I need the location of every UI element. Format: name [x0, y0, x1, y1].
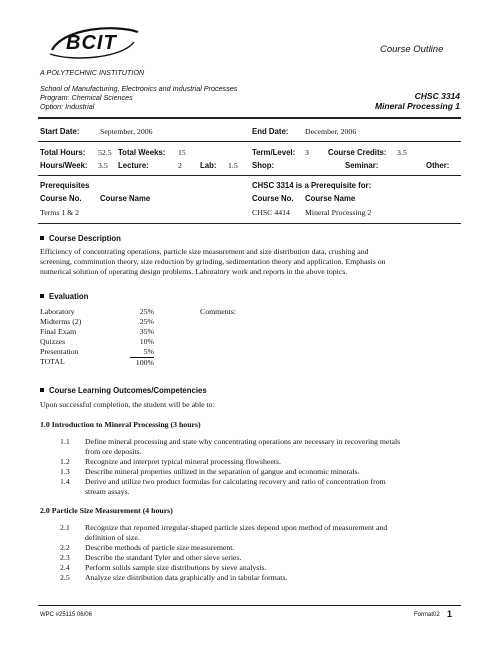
outcomes-heading: Course Learning Outcomes/Competencies — [49, 386, 207, 395]
outcome-text — [85, 437, 400, 457]
outcome-num: 2.5 — [60, 573, 70, 582]
prereq-col-name: Course Name — [100, 194, 151, 203]
outcome-num: 1.4 — [60, 477, 70, 486]
evaluation-heading-row — [40, 292, 88, 301]
evaluation-item-label: Laboratory — [40, 307, 75, 316]
evaluation-heading: Evaluation — [49, 292, 89, 301]
outcome-line: Perform solids sample size distributions by sieve analysis. — [85, 563, 267, 572]
for-col-name: Course Name — [305, 194, 356, 203]
outcome-line: from ore deposits. — [85, 447, 142, 456]
total-weeks-label: Total Weeks: — [118, 148, 166, 157]
outcome-text — [85, 523, 387, 543]
tagline: A POLYTECHNIC INSTITUTION — [40, 68, 145, 77]
start-date-value: September, 2006 — [100, 127, 153, 136]
start-date-label: Start Date: — [40, 127, 80, 136]
outcome-text — [85, 477, 386, 497]
evaluation-item-value: 25% — [139, 317, 154, 326]
description-line: numerical solution of operating design problems. Laboratory work and reports in the above topics. — [40, 267, 348, 276]
dates-rule — [38, 141, 461, 142]
outcome-num: 1.1 — [60, 437, 70, 446]
outcome-line: stream assays. — [85, 487, 130, 496]
hours-week-value: 3.5 — [98, 161, 108, 170]
evaluation-item-label: Presentation — [40, 347, 79, 356]
option: Option: Industrial — [40, 102, 95, 111]
seminar-label: Seminar: — [345, 161, 379, 170]
course-title: Mineral Processing 1 — [374, 101, 460, 111]
outcome-num: 2.4 — [60, 563, 70, 572]
outcome-line: Derive and utilize two product formulas for calculating recovery and ratio of concentration from — [85, 477, 386, 486]
outcome-num: 2.1 — [60, 523, 70, 532]
footer-rule — [38, 605, 461, 606]
outcome-line: definition of size. — [85, 533, 140, 542]
for-row-name: Mineral Processing 2 — [305, 208, 372, 217]
for-col-no: Course No. — [252, 194, 294, 203]
term-label: Term/Level: — [252, 148, 296, 157]
lecture-label: Lecture: — [118, 161, 149, 170]
hours-rule — [38, 175, 461, 176]
is-prereq-heading: CHSC 3314 is a Prerequisite for: — [252, 181, 372, 190]
credits-label: Course Credits: — [328, 148, 387, 157]
logo-text: BCIT — [66, 32, 117, 54]
description-line: screening, comminution theory, size reduction by grinding, sedimentation theory and application. Emphasis on — [40, 257, 386, 266]
outcome-line: Analyze size distribution data graphically and in tabular formats. — [85, 573, 288, 582]
credits-value: 3.5 — [397, 148, 407, 157]
hours-week-label: Hours/Week: — [40, 161, 88, 170]
prereq-col-no: Course No. — [40, 194, 82, 203]
start-date-row — [40, 127, 79, 136]
program: Program: Chemical Sciences — [40, 93, 133, 102]
evaluation-item-value: 5% — [130, 347, 154, 358]
footer-left: WPC #25115 06/06 — [40, 612, 92, 618]
outcome-line: Define mineral processing and state why concentrating operations are necessary in recovering metals — [85, 437, 401, 446]
footer-format: Format02 — [414, 612, 440, 618]
evaluation-values — [130, 307, 154, 368]
bullet-square-icon — [40, 236, 44, 240]
lecture-value: 2 — [178, 161, 182, 170]
section-items — [60, 437, 460, 497]
evaluation-total-value: 100% — [135, 358, 154, 367]
school: School of Manufacturing, Electronics and Industrial Processes — [40, 84, 238, 93]
bullet-square-icon — [40, 388, 44, 392]
end-date-value: December, 2006 — [305, 127, 357, 136]
outcome-line: Recognize and interpret typical mineral processing flowsheets. — [85, 457, 281, 466]
bullet-square-icon — [40, 294, 44, 298]
outcome-num: 2.2 — [60, 543, 70, 552]
end-date-label: End Date: — [252, 127, 289, 136]
prereq-heading: Prerequisites — [40, 181, 90, 190]
section-title: 2.0 Particle Size Measurement (4 hours) — [40, 506, 173, 515]
outcome-item — [60, 573, 460, 583]
course-code: CHSC 3314 — [414, 91, 460, 101]
evaluation-item-value: 10% — [139, 337, 154, 346]
evaluation-labels — [40, 307, 81, 367]
doc-type: Course Outline — [380, 44, 444, 55]
evaluation-total-label: TOTAL — [40, 357, 65, 366]
outcomes-intro: Upon successful completion, the student will be able to: — [40, 400, 215, 409]
outcome-item — [60, 543, 460, 553]
outcome-item — [60, 523, 460, 543]
section-title: 1.0 Introduction to Mineral Processing (3 hours) — [40, 420, 201, 429]
evaluation-item-label: Midterms (2) — [40, 317, 82, 326]
description-text — [40, 247, 465, 277]
outcome-item — [60, 467, 460, 477]
outcome-item — [60, 457, 460, 467]
lab-label: Lab: — [200, 161, 217, 170]
page-number: 1 — [447, 609, 453, 619]
outcome-line: Describe the standard Tyler and other sieve series. — [85, 553, 242, 562]
outcome-num: 2.3 — [60, 553, 70, 562]
other-label: Other: — [426, 161, 450, 170]
shop-label: Shop: — [252, 161, 275, 170]
outcome-num: 1.2 — [60, 457, 70, 466]
evaluation-item-value: 35% — [139, 327, 154, 336]
for-row-no: CHSC 4414 — [252, 208, 290, 217]
evaluation-item-label: Final Exam — [40, 327, 77, 336]
total-hours-label: Total Hours: — [40, 148, 86, 157]
outcome-line: Describe mineral properties utilized in the separation of gangue and economic minerals. — [85, 467, 360, 476]
header-rule — [38, 117, 461, 119]
total-hours-value: 52.5 — [98, 148, 112, 157]
outcome-item — [60, 477, 460, 497]
outcome-item — [60, 437, 460, 457]
evaluation-item-value: 25% — [139, 307, 154, 316]
outcome-line: Recognize that reported irregular-shaped particle sizes depend upon method of measurement and — [85, 523, 388, 532]
prereq-rule — [38, 223, 461, 224]
section-items — [60, 523, 460, 583]
outcomes-heading-row — [40, 386, 207, 395]
prereq-row-no: Terms 1 & 2 — [40, 208, 80, 217]
outcome-line: Describe methods of particle size measurement. — [85, 543, 235, 552]
outcome-item — [60, 553, 460, 563]
lab-value: 1.5 — [228, 161, 238, 170]
evaluation-item-label: Quizzes — [40, 337, 66, 346]
comments-label: Comments: — [200, 307, 236, 316]
description-heading-row — [40, 234, 121, 243]
term-value: 3 — [305, 148, 309, 157]
description-heading: Course Description — [49, 234, 121, 243]
total-weeks-value: 15 — [178, 148, 186, 157]
outcome-item — [60, 563, 460, 573]
bcit-logo — [44, 22, 144, 62]
outcome-num: 1.3 — [60, 467, 70, 476]
description-line: Efficiency of concentrating operations, particle size measurement and size distribution data, crushing and — [40, 247, 369, 256]
